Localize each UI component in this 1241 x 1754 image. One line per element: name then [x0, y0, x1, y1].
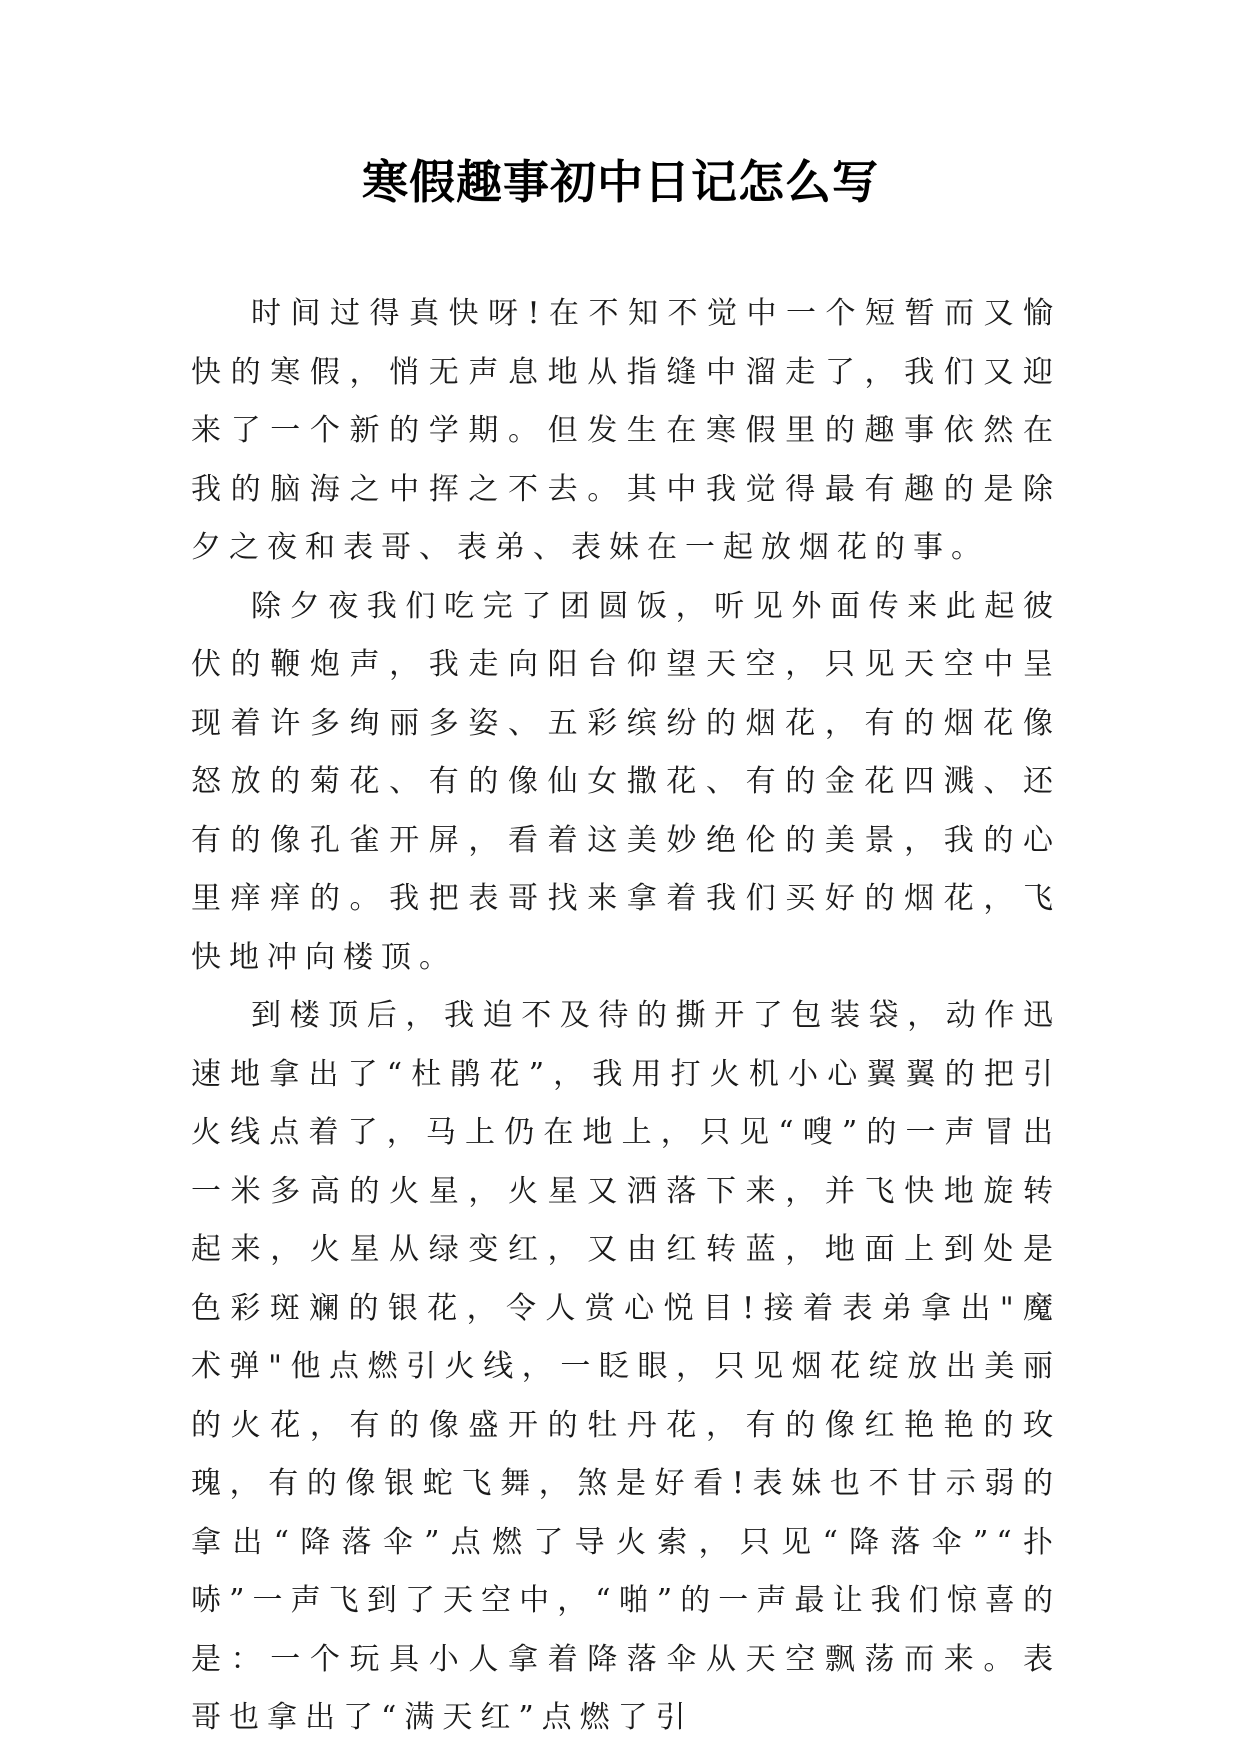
- paragraph-2: 除夕夜我们吃完了团圆饭，听见外面传来此起彼伏的鞭炮声，我走向阳台仰望天空，只见天空中呈现着许多绚丽多姿、五彩缤纷的烟花，有的烟花像怒放的菊花、有的像仙女撒花、有的金花四溅、还有的像孔雀开屏，看着这美妙绝伦的美景，我的心里痒痒的。我把表哥找来拿着我们买好的烟花，飞快地冲向楼顶。: [191, 588, 1061, 975]
- paragraph-3: 到楼顶后，我迫不及待的撕开了包装袋，动作迅速地拿出了“杜鹃花”，我用打火机小心翼翼的把引火线点着了，马上仍在地上，只见“嗖”的一声冒出一米多高的火星，火星又洒落下来，并飞快地旋转起来，火星从绿变红，又由红转蓝，地面上到处是色彩斑斓的银花，令人赏心悦目!接着表弟拿出"魔术弹"他点燃引火线，一眨眼，只见烟花绽放出美丽的火花，有的像盛开的牡丹花，有的像红艳艳的玫瑰，有的像银蛇飞舞，煞是好看!表妹也不甘示弱的拿出“降落伞”点燃了导火索，只见“降落伞”“扑哧”一声飞到了天空中，“啪”的一声最让我们惊喜的是：一个玩具小人拿着降落伞从天空飘荡而来。表哥也拿出了“满天红”点燃了引: [191, 998, 1061, 1735]
- document-body: [191, 285, 1061, 1748]
- document-title: 寒假趣事初中日记怎么写: [362, 155, 879, 209]
- paragraph-1: 时间过得真快呀!在不知不觉中一个短暂而又愉快的寒假，悄无声息地从指缝中溜走了，我们又迎来了一个新的学期。但发生在寒假里的趣事依然在我的脑海之中挥之不去。其中我觉得最有趣的是除夕之夜和表哥、表弟、表妹在一起放烟花的事。: [191, 296, 1061, 565]
